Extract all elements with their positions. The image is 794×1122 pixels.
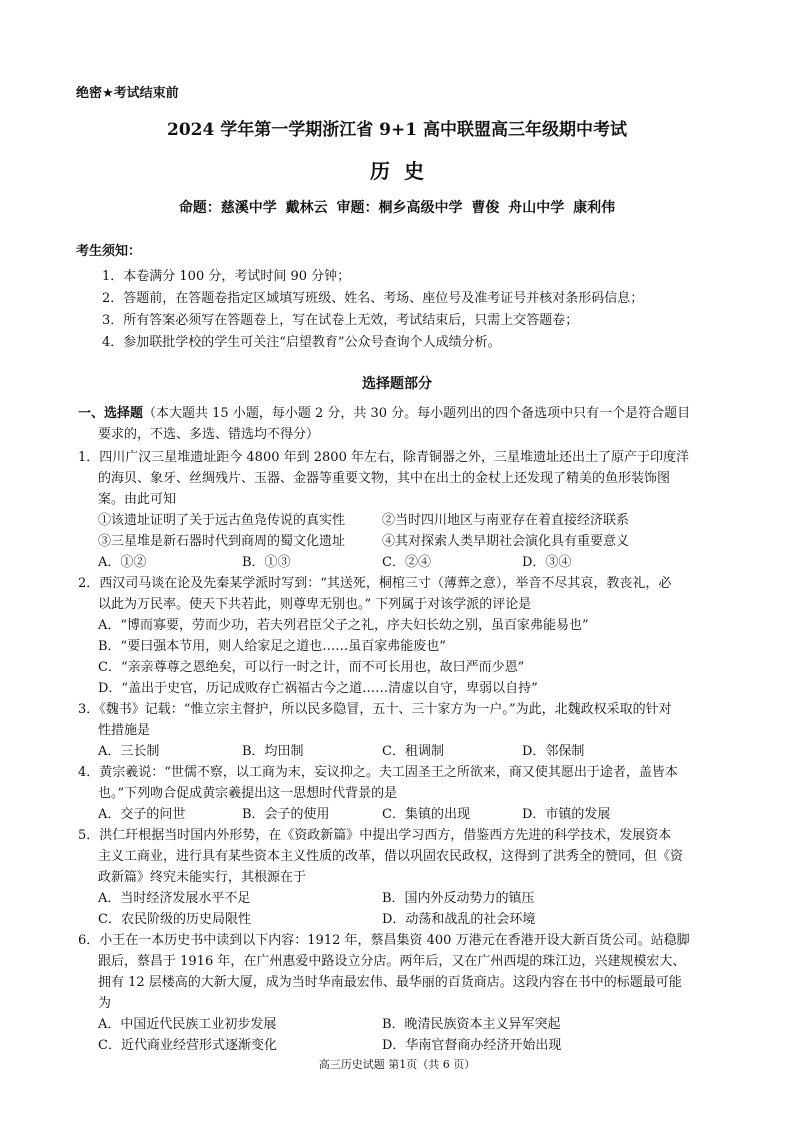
q5-option-a: A．当时经济发展水平不足 (98, 891, 251, 906)
q1-statement: ③三星堆是新石器时代到商周的蜀文化遗址 (98, 534, 346, 549)
q3-option-d: D．邻保制 (522, 744, 585, 759)
q1-statement: ④其对探索人类早期社会演化具有重要意义 (382, 534, 630, 549)
q1-option-b: B．①③ (242, 555, 291, 570)
notice-item: 2．答题前，在答题卷指定区域填写班级、姓名、考场、座位号及准考证号并核对条形码信息； (102, 291, 644, 306)
q4-option-a: A．交子的问世 (98, 807, 186, 822)
q5-option-c: C．农民阶级的历史局限性 (98, 912, 251, 927)
question-3-text: 性措施是 (98, 723, 151, 738)
section-label: 一、选择题 (78, 406, 144, 421)
q6-option-d: D．华南官督商办经济开始出现 (382, 1038, 562, 1053)
subject-title: 历史 (370, 159, 438, 183)
question-6-text: 拥有 12 层楼高的大新大厦，成为当时华南最宏伟、最华丽的百货商店。这段内容在书中的标题最可能 (98, 975, 682, 990)
question-6-text: 6．小王在一本历史书中读到以下内容：1912 年，蔡昌集资 400 万港元在香港开设大新百货公司。站稳脚 (78, 933, 690, 948)
section-heading: 选择题部分 (362, 376, 432, 392)
q4-option-d: D．市镇的发展 (522, 807, 611, 822)
question-4-text: 4．黄宗羲说：“世儒不察，以工商为末，妄议抑之。夫工固圣王之所欲来，商又使其愿出于途者，盖皆本 (78, 765, 678, 780)
notice-item: 3．所有答案必须写在答题卷上，写在试卷上无效，考试结束后，只需上交答题卷； (102, 313, 579, 328)
question-5-text: 政新篇》终究未能实行，其根源在于 (98, 870, 307, 885)
q2-option-c: C．“亲亲尊尊之恩绝矣，可以行一时之计，而不可长用也，故曰严而少恩” (98, 660, 525, 675)
q5-option-d: D．动荡和战乱的社会环境 (382, 912, 536, 927)
question-1-text: 1．四川广汉三星堆遗址距今 4800 年到 2800 年左右，除青铜器之外，三星堆遗址还出土了原产于印度洋 (78, 450, 689, 465)
question-1-text: 案。由此可知 (98, 492, 177, 507)
question-1-text: 的海贝、象牙、丝绸残片、玉器、金器等重要文物，其中在出土的金杖上还发现了精美的鱼形装饰图 (98, 471, 671, 486)
q1-option-a: A．①② (98, 555, 147, 570)
q4-option-c: C．集镇的出现 (382, 807, 470, 822)
question-5-text: 主义工商业，进行具有某些资本主义性质的改革，借以巩固农民政权，这得到了洪秀全的赞同，但《资 (98, 849, 684, 864)
q6-option-c: C．近代商业经营形式逐渐变化 (98, 1038, 277, 1053)
q1-option-c: C．②④ (382, 555, 431, 570)
q3-option-c: C．租调制 (382, 744, 444, 759)
q1-statement: ②当时四川地区与南亚存在着直接经济联系 (382, 513, 630, 528)
q2-option-a: A．“博而寡要，劳而少功，若夫列君臣父子之礼，序夫妇长幼之别，虽百家弗能易也” (98, 618, 589, 633)
question-2-text: 2．西汉司马谈在论及先秦某学派时写到：“其送死，桐棺三寸（薄葬之意），举音不尽其哀，教丧礼，必 (78, 576, 672, 591)
author-line: 命题：慈溪中学 戴林云 审题：桐乡高级中学 曹俊 舟山中学 康利伟 (178, 200, 616, 216)
notice-item: 1．本卷满分 100 分，考试时间 90 分钟； (102, 269, 351, 284)
question-5-text: 5．洪仁玕根据当时国内外形势，在《资政新篇》中提出学习西方，借鉴西方先进的科学技术，发展资本 (78, 828, 672, 843)
q4-option-b: B．会子的使用 (242, 807, 330, 822)
exam-title: 2024 学年第一学期浙江省 9+1 高中联盟高三年级期中考试 (167, 120, 627, 140)
q6-option-b: B．晚清民族资本主义异军突起 (382, 1017, 561, 1032)
q3-option-a: A．三长制 (98, 744, 160, 759)
q1-statement: ①该遗址证明了关于远古鱼凫传说的真实性 (98, 513, 346, 528)
section-intro-cont: 要求的，不选、多选、错选均不得分） (98, 427, 320, 442)
q2-option-b: B．“要曰强本节用，则人给家足之道也……虽百家弗能废也” (98, 639, 446, 654)
question-6-text: 为 (98, 996, 112, 1011)
section-intro-text: （本大题共 15 小题，每小题 2 分，共 30 分。每小题列出的四个备选项中只有一个是符合题目 (143, 406, 691, 421)
question-3-text: 3．《魏书》记载：“惟立宗主督护，所以民多隐冒，五十、三十家方为一户。”为此，北魏政权采取的针对 (78, 702, 672, 717)
question-2-text: 以此为万民率。使天下共若此，则尊卑无别也。” 下列属于对该学派的评论是 (98, 597, 532, 612)
page-footer: 高三历史试题 第1页（共 6 页） (318, 1058, 476, 1071)
q5-option-b: B．国内外反动势力的镇压 (382, 891, 535, 906)
section-intro (78, 402, 690, 421)
q2-option-d: D．“盖出于史官，历记成败存亡祸福古今之道……清虚以自守，卑弱以自持” (98, 681, 538, 696)
q1-option-d: D．③④ (522, 555, 572, 570)
question-4-text: 也。”下列吻合促成黄宗羲提出这一思想时代背景的是 (98, 786, 398, 801)
q6-option-a: A．中国近代民族工业初步发展 (98, 1017, 277, 1032)
confidential-mark: 绝密★考试结束前 (76, 86, 179, 101)
question-6-text: 跟后，蔡昌于 1916 年，在广州惠爱中路设立分店。两年后，又在广州西堤的珠江边，兴建规模宏大、 (98, 954, 686, 969)
notice-item: 4．参加联批学校的学生可关注“启望教育”公众号查询个人成绩分析。 (102, 335, 501, 350)
notice-heading: 考生须知： (76, 244, 142, 259)
q3-option-b: B．均田制 (242, 744, 304, 759)
